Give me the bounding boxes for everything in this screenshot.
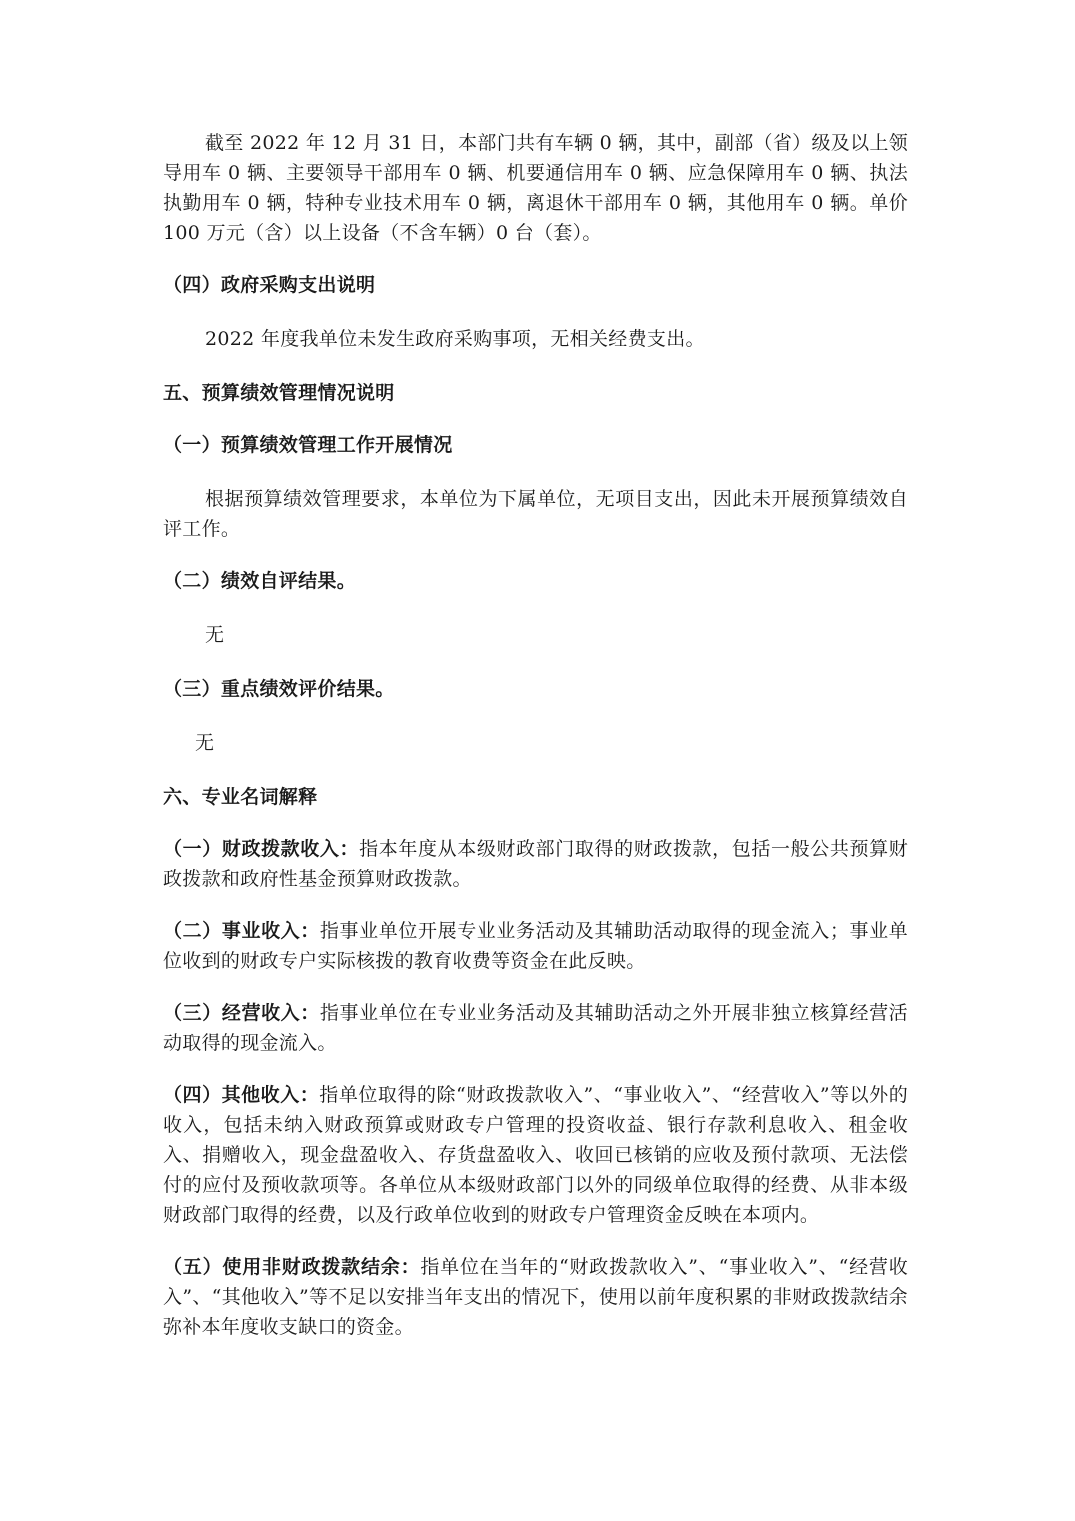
- term-label: （一）财政拨款收入：: [163, 838, 360, 860]
- term-definition: 指本年度从本级财政部门取得的财政拨款，包括一般公共预算财政拨款和政府性基金预算财政拨款。: [163, 838, 908, 890]
- term-financial-appropriation: [163, 834, 908, 894]
- term-business-income: [163, 916, 908, 976]
- document-body: [163, 128, 908, 1342]
- section5-sub2-heading: （二）绩效自评结果。: [163, 570, 357, 592]
- term-label: （五）使用非财政拨款结余：: [163, 1256, 421, 1278]
- term-label: （三）经营收入：: [163, 1002, 320, 1024]
- term-definition: 指事业单位在专业业务活动及其辅助活动之外开展非独立核算经营活动取得的现金流入。: [163, 1002, 908, 1054]
- term-label: （四）其他收入：: [163, 1084, 320, 1106]
- term-non-appropriation-surplus: [163, 1252, 908, 1342]
- term-label: （二）事业收入：: [163, 920, 320, 942]
- section5-sub1-text: 根据预算绩效管理要求，本单位为下属单位，无项目支出，因此未开展预算绩效自评工作。: [163, 488, 908, 540]
- procurement-heading: （四）政府采购支出说明: [163, 274, 376, 296]
- term-definition: 指事业单位开展专业业务活动及其辅助活动取得的现金流入；事业单位收到的财政专户实际核拨的教育收费等资金在此反映。: [163, 920, 908, 972]
- term-operating-income: [163, 998, 908, 1058]
- term-definition: 指单位取得的除“财政拨款收入”、“事业收入”、“经营收入”等以外的收入，包括未纳入财政预算或财政专户管理的投资收益、银行存款利息收入、租金收入、捐赠收入，现金盘盈收入、存货盘盈收入、收回已核销的应收及预付款项、无法偿付的应付及预收款项等。各单位从本级财政部门以外的同级单位取得的经费、从非本级财政部门取得的经费，以及行政单位收到的财政专户管理资金反映在本项内。: [163, 1084, 909, 1226]
- section5-sub3-heading: （三）重点绩效评价结果。: [163, 678, 395, 700]
- section5-sub2-text: 无: [205, 624, 225, 646]
- procurement-text: 2022 年度我单位未发生政府采购事项，无相关经费支出。: [205, 328, 705, 350]
- term-definition: 指单位在当年的“财政拨款收入”、“事业收入”、“经营收入”、“其他收入”等不足以安排当年支出的情况下，使用以前年度积累的非财政拨款结余弥补本年度收支缺口的资金。: [163, 1256, 908, 1338]
- section5-sub3-text: 无: [195, 732, 215, 754]
- vehicle-paragraph: 截至 2022 年 12 月 31 日，本部门共有车辆 0 辆，其中，副部（省）级及以上领导用车 0 辆、主要领导干部用车 0 辆、机要通信用车 0 辆、应急保障用车 0 辆、执法执勤用车 0 辆，特种专业技术用车 0 辆，离退休干部用车 0 辆，其他用车 0 辆。单价 100 万元（含）以上设备（不含车辆）0 台（套）。: [163, 132, 908, 244]
- section6-heading: 六、专业名词解释: [163, 786, 318, 808]
- section5-sub1-heading: （一）预算绩效管理工作开展情况: [163, 434, 453, 456]
- section5-heading: 五、预算绩效管理情况说明: [163, 382, 395, 404]
- term-other-income: [163, 1080, 908, 1230]
